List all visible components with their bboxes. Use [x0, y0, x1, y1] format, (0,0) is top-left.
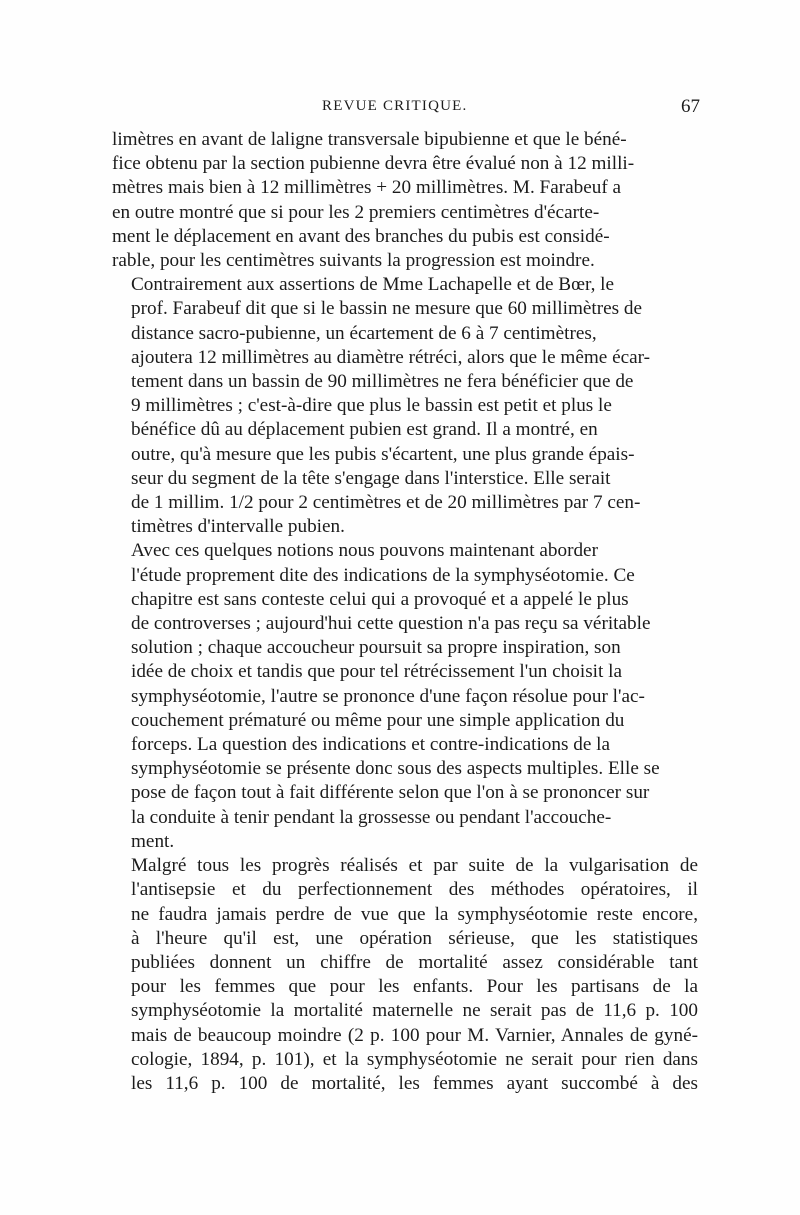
text-line: outre, qu'à mesure que les pubis s'écartent, une plus grande épais-	[131, 443, 635, 465]
text-line: rable, pour les centimètres suivants la progression est moindre.	[112, 250, 595, 272]
text-line: mètres mais bien à 12 millimètres + 20 millimètres. M. Farabeuf a	[112, 177, 622, 199]
paragraph-3	[112, 539, 698, 854]
paragraph-1	[112, 128, 698, 273]
text-line: pose de façon tout à fait différente selon que l'on à se prononcer sur	[131, 782, 650, 804]
text-line: limètres en avant de laligne transversale bipubienne et que le béné-	[112, 129, 627, 150]
text-line: pour les femmes que pour les enfants. Pour les partisans de la	[131, 976, 698, 998]
text-line: forceps. La question des indications et contre-indications de la	[131, 734, 611, 756]
text-line: de 1 millim. 1/2 pour 2 centimètres et de 20 millimètres par 7 cen-	[131, 492, 641, 514]
text-line: Contrairement aux assertions de Mme Lachapelle et de Bœr, le	[131, 274, 615, 296]
page-number: 67	[681, 96, 700, 117]
text-line: timètres d'intervalle pubien.	[131, 516, 345, 538]
text-line: ne faudra jamais perdre de vue que la symphyséotomie reste encore,	[131, 903, 698, 925]
paragraph-4	[112, 854, 698, 1096]
text-line: symphyséotomie, l'autre se prononce d'une façon résolue pour l'ac-	[131, 685, 645, 707]
text-line: ment le déplacement en avant des branches du pubis est considé-	[112, 225, 610, 247]
text-line: les 11,6 p. 100 de mortalité, les femmes ayant succombé à des	[131, 1072, 698, 1094]
text-line: distance sacro-pubienne, un écartement de 6 à 7 centimètres,	[131, 322, 597, 344]
text-line: fice obtenu par la section pubienne devra être évalué non à 12 milli-	[112, 153, 635, 175]
text-line: mais de beaucoup moindre (2 p. 100 pour M. Varnier, Annales de gyné-	[131, 1024, 698, 1046]
text-line: prof. Farabeuf dit que si le bassin ne mesure que 60 millimètres de	[131, 298, 642, 320]
text-line: l'antisepsie et du perfectionnement des méthodes opératoires, il	[131, 879, 698, 901]
text-line: tement dans un bassin de 90 millimètres ne fera bénéficier que de	[131, 371, 634, 393]
text-line: chapitre est sans conteste celui qui a provoqué et a appelé le plus	[131, 588, 629, 610]
text-line: ajoutera 12 millimètres au diamètre rétréci, alors que le même écar-	[131, 346, 651, 368]
text-line: bénéfice dû au déplacement pubien est grand. Il a montré, en	[131, 419, 598, 441]
text-line: couchement prématuré ou même pour une simple application du	[131, 709, 625, 731]
paragraph-2	[112, 273, 698, 539]
text-line: idée de choix et tandis que pour tel rétrécissement l'un choisit la	[131, 661, 622, 683]
text-line: seur du segment de la tête s'engage dans l'interstice. Elle serait	[131, 467, 611, 489]
running-title: REVUE CRITIQUE.	[322, 98, 468, 114]
text-line: symphyséotomie la mortalité maternelle ne serait pas de 11,6 p. 100	[131, 1000, 698, 1022]
page-header	[110, 96, 700, 124]
text-line: l'étude proprement dite des indications de la symphyséotomie. Ce	[131, 564, 635, 586]
text-line: Avec ces quelques notions nous pouvons maintenant aborder	[131, 540, 598, 562]
text-line: cologie, 1894, p. 101), et la symphyséotomie ne serait pour rien dans	[131, 1048, 698, 1070]
text-line: de controverses ; aujourd'hui cette question n'a pas reçu sa véritable	[131, 613, 651, 635]
text-line: symphyséotomie se présente donc sous des aspects multiples. Elle se	[131, 758, 660, 780]
text-line: à l'heure qu'il est, une opération sérieuse, que les statistiques	[131, 927, 698, 949]
text-line: Malgré tous les progrès réalisés et par suite de la vulgarisation de	[131, 855, 698, 877]
text-line: publiées donnent un chiffre de mortalité assez considérable tant	[131, 951, 698, 973]
text-line: en outre montré que si pour les 2 premiers centimètres d'écarte-	[112, 201, 600, 223]
text-line: ment.	[131, 830, 175, 852]
text-line: 9 millimètres ; c'est-à-dire que plus le bassin est petit et plus le	[131, 395, 612, 417]
text-line: solution ; chaque accoucheur poursuit sa propre inspiration, son	[131, 637, 621, 659]
text-line: la conduite à tenir pendant la grossesse ou pendant l'accouche-	[131, 806, 612, 828]
body-text	[112, 128, 698, 1096]
